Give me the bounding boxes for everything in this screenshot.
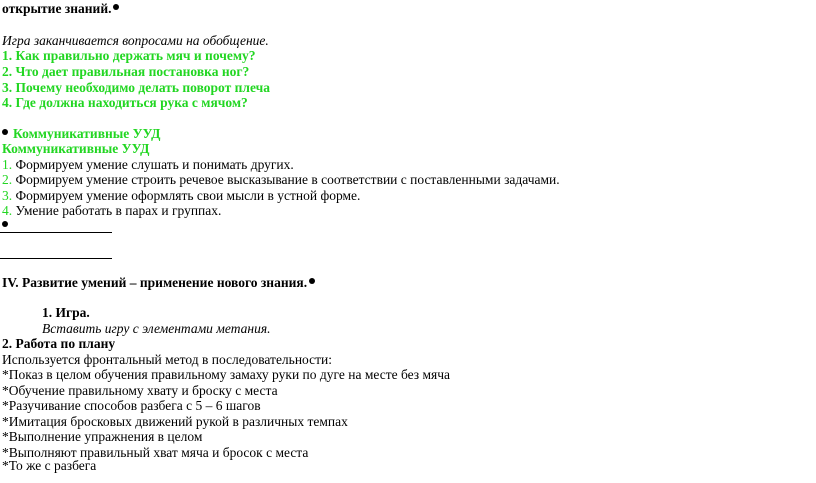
bullet-line: [2, 218, 8, 233]
plan-item: *Выполнение упражнения в целом: [2, 429, 203, 444]
plan-item: *Выполняют правильный хват мяча и бросок с места: [2, 445, 309, 460]
uud-heading-2: Коммуникативные УУД: [2, 141, 150, 156]
bullet-icon: [113, 4, 119, 10]
plan-item: *То же с разбега: [2, 458, 97, 473]
question-item: 4. Где должна находиться рука с мячом?: [2, 95, 248, 110]
question-item: 1. Как правильно держать мяч и почему?: [2, 48, 256, 63]
plan-item: *Обучение правильному хвату и броску с места: [2, 383, 278, 398]
section-title-text: открытие знаний.: [2, 1, 112, 16]
divider-line: [0, 232, 112, 233]
bullet-icon: [2, 221, 8, 227]
question-item: 3. Почему необходимо делать поворот плеча: [2, 80, 270, 95]
section-iv-title: [2, 275, 315, 290]
plan-title: 2. Работа по плану: [2, 336, 116, 351]
uud-heading-1-text: Коммуникативные УУД: [13, 126, 161, 141]
plan-intro: Используется фронтальный метод в последовательности:: [2, 352, 333, 367]
bullet-icon: [2, 129, 8, 135]
uud-item-text: Формируем умение строить речевое высказывание в соответствии с поставленными задачами.: [12, 172, 560, 187]
uud-heading-1: [2, 126, 160, 141]
uud-item: [2, 188, 360, 203]
uud-item: [2, 203, 221, 218]
uud-item: [2, 157, 294, 172]
section-iv-title-text: IV. Развитие умений – применение нового знания.: [2, 275, 308, 290]
plan-item: *Имитация бросковых движений рукой в различных темпах: [2, 414, 348, 429]
game-note: Вставить игру с элементами метания.: [42, 321, 271, 336]
uud-item-number: 3.: [2, 188, 13, 203]
intro-text: Игра заканчивается вопросами на обобщение.: [2, 33, 269, 48]
question-item: 2. Что дает правильная постановка ног?: [2, 64, 250, 79]
divider-line: [0, 258, 112, 259]
uud-item-number: 4.: [2, 203, 13, 218]
uud-item-text: Формируем умение оформлять свои мысли в устной форме.: [12, 188, 361, 203]
uud-item-text: Формируем умение слушать и понимать других.: [12, 157, 294, 172]
plan-item: *Показ в целом обучения правильному замаху руки по дуге на месте без мяча: [2, 367, 451, 382]
plan-item: *Разучивание способов разбега с 5 – 6 шагов: [2, 398, 261, 413]
game-title: 1. Игра.: [42, 305, 90, 320]
uud-item-number: 2.: [2, 172, 13, 187]
uud-item: [2, 172, 560, 187]
uud-item-text: Умение работать в парах и группах.: [12, 203, 222, 218]
section-title: [2, 1, 119, 16]
bullet-icon: [309, 278, 315, 284]
uud-item-number: 1.: [2, 157, 13, 172]
